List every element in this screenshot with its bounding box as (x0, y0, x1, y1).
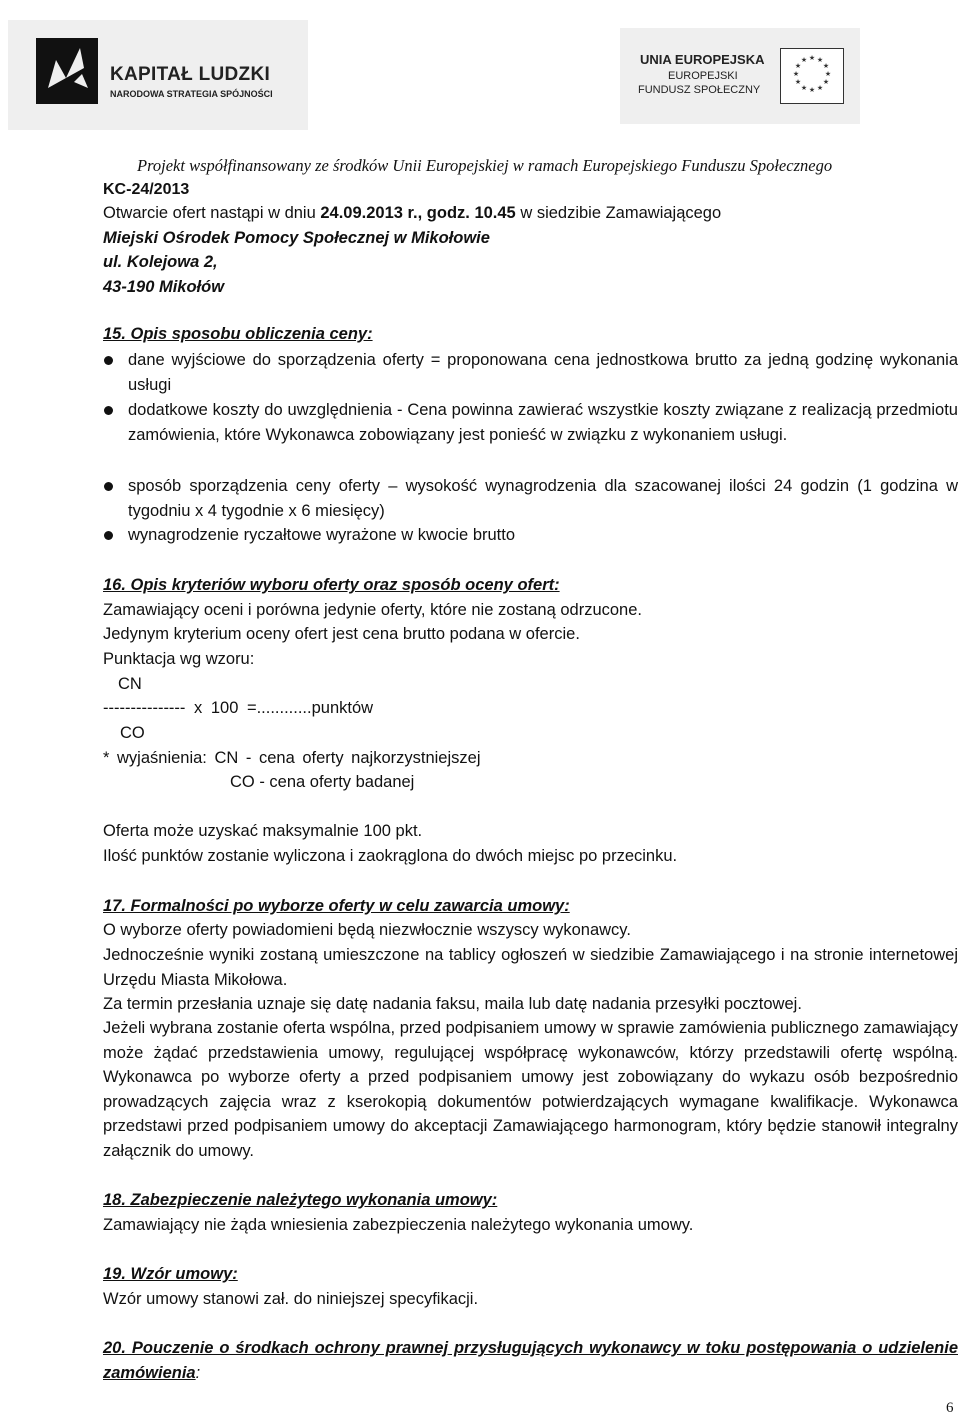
opening-institution: Miejski Ośrodek Pomocy Społecznej w Mikołowie (103, 229, 490, 247)
opening-city: 43-190 Mikołów (103, 278, 225, 296)
section-15-bullet-1: dane wyjściowe do sporządzenia oferty = proponowana cena jednostkowa brutto za jedną godzinę wykonania usługi (128, 351, 958, 394)
section-15-bullet-3: sposób sporządzenia ceny oferty – wysokość wynagrodzenia dla szacowanej ilości 24 godzin (1 godzina w tygodniu x 4 tygodnie x 6 miesięcy) (128, 477, 958, 520)
eu-logo-line2: EUROPEJSKI (668, 70, 738, 82)
section-15-bullet-4: wynagrodzenie ryczałtowe wyrażone w kwocie brutto (128, 526, 516, 544)
section-17-p3: Za termin przesłania uznaje się datę nadania faksu, maila lub datę nadania przesyłki pocztowej. (103, 995, 802, 1013)
svg-text:★: ★ (792, 70, 800, 78)
opening-date-bold: 24.09.2013 r., godz. 10.45 (320, 204, 516, 222)
section-19-heading: 19. Wzór umowy: (103, 1265, 238, 1283)
section-16-heading: 16. Opis kryteriów wyboru oferty oraz sposób oceny ofert: (103, 576, 560, 594)
formula-co: CO (120, 724, 145, 742)
section-16-max-points: Oferta może uzyskać maksymalnie 100 pkt. (103, 822, 423, 840)
opening-date-pre: Otwarcie ofert nastąpi w dniu (103, 204, 321, 222)
section-17-p1: O wyborze oferty powiadomieni będą niezwłocznie wszyscy wykonawcy. (103, 921, 631, 939)
kapital-ludzki-logo (8, 20, 308, 130)
eu-logo-line3: FUNDUSZ SPOŁECZNY (638, 84, 761, 96)
section-16-line-1: Zamawiający oceni i porówna jedynie oferty, które nie zostaną odrzucone. (103, 601, 642, 619)
section-17-p2: Jednocześnie wyniki zostaną umieszczone na tablicy ogłoszeń w siedzibie Zamawiającego i na stronie internetowej Urzędu Miasta Mikołowa. (103, 946, 958, 989)
eu-logo-line1: UNIA EUROPEJSKA (640, 52, 765, 67)
section-17-p4: Jeżeli wybrana zostanie oferta wspólna, przed podpisaniem umowy w sprawie zamówienia publicznego zamawiający może żądać przedstawienia umowy, regulującej współpracę wykonawców, którzy przedstawili ofertę wspólną. Wykonawca po wyborze oferty a przed podpisaniem umowy jest zobowiązany do wykazu osób bezpośrednio prowadzących zajęcia wraz z kserokopią dokumentów potwierdzających wymagane kwalifikacje. Wykonawca przedstawi przed podpisaniem umowy do akceptacji Zamawiającego harmonogram, który będzie stanowił integralny załącznik do umowy. (103, 1019, 958, 1160)
svg-text:★: ★ (800, 84, 808, 92)
svg-text:★: ★ (794, 78, 802, 86)
svg-text:★: ★ (808, 86, 816, 94)
section-16-rounding: Ilość punktów zostanie wyliczona i zaokrąglona do dwóch miejsc po przecinku. (103, 847, 678, 865)
section-17-heading: 17. Formalności po wyborze oferty w celu zawarcia umowy: (103, 897, 570, 915)
kapital-ludzki-title: KAPITAŁ LUDZKI (110, 64, 271, 85)
bullet-dot (104, 531, 113, 540)
svg-text:★: ★ (822, 78, 830, 86)
svg-text:★: ★ (794, 62, 802, 70)
section-19-p1: Wzór umowy stanowi zał. do niniejszej specyfikacji. (103, 1290, 479, 1308)
bullet-dot (104, 482, 113, 491)
reference-number: KC-24/2013 (103, 181, 190, 198)
project-header: Projekt współfinansowany ze środków Unii Europejskiej w ramach Europejskiego Funduszu Społecznego (137, 156, 833, 175)
opening-street: ul. Kolejowa 2, (103, 253, 218, 271)
bullet-dot (104, 406, 113, 415)
section-15-heading: 15. Opis sposobu obliczenia ceny: (103, 325, 373, 343)
svg-text:★: ★ (822, 62, 830, 70)
formula-explanation-1: * wyjaśnienia: CN - cena oferty najkorzystniejszej (103, 749, 481, 767)
section-15-bullet-2: dodatkowe koszty do uwzględnienia - Cena powinna zawierać wszystkie koszty związane z realizacją przedmiotu zamówienia, które Wykonawca zobowiązany jest ponieść w związku z wykonaniem usługi. (128, 401, 958, 444)
eu-logo (620, 28, 860, 124)
section-20-heading-text: 20. Pouczenie o środkach ochrony prawnej przysługujących wykonawcy w toku postępowania o udzielenie zamówienia (103, 1339, 958, 1382)
section-20-heading-colon: : (195, 1363, 201, 1382)
kapital-ludzki-subtitle: NARODOWA STRATEGIA SPÓJNOŚCI (110, 89, 273, 99)
svg-text:★: ★ (800, 56, 808, 64)
section-18-heading: 18. Zabezpieczenie należytego wykonania umowy: (103, 1191, 498, 1209)
formula-explanation-2: CO - cena oferty badanej (230, 773, 415, 791)
bullet-dot (104, 356, 113, 365)
formula-line: --------------- x 100 =............punktów (103, 699, 374, 717)
eu-flag-icon (780, 48, 844, 104)
opening-date-post: w siedzibie Zamawiającego (515, 204, 722, 222)
svg-text:★: ★ (816, 56, 824, 64)
page-number: 6 (946, 1400, 954, 1416)
svg-text:★: ★ (808, 54, 816, 62)
svg-text:★: ★ (816, 84, 824, 92)
section-16-line-3: Punktacja wg wzoru: (103, 650, 255, 668)
formula-cn: CN (118, 675, 142, 693)
svg-text:★: ★ (824, 70, 832, 78)
opening-date-line (103, 201, 721, 226)
section-20-heading (103, 1336, 958, 1385)
section-18-p1: Zamawiający nie żąda wniesienia zabezpieczenia należytego wykonania umowy. (103, 1216, 694, 1234)
section-16-line-2: Jedynym kryterium oceny ofert jest cena brutto podana w ofercie. (103, 625, 580, 643)
kapital-ludzki-emblem-icon (36, 38, 98, 104)
